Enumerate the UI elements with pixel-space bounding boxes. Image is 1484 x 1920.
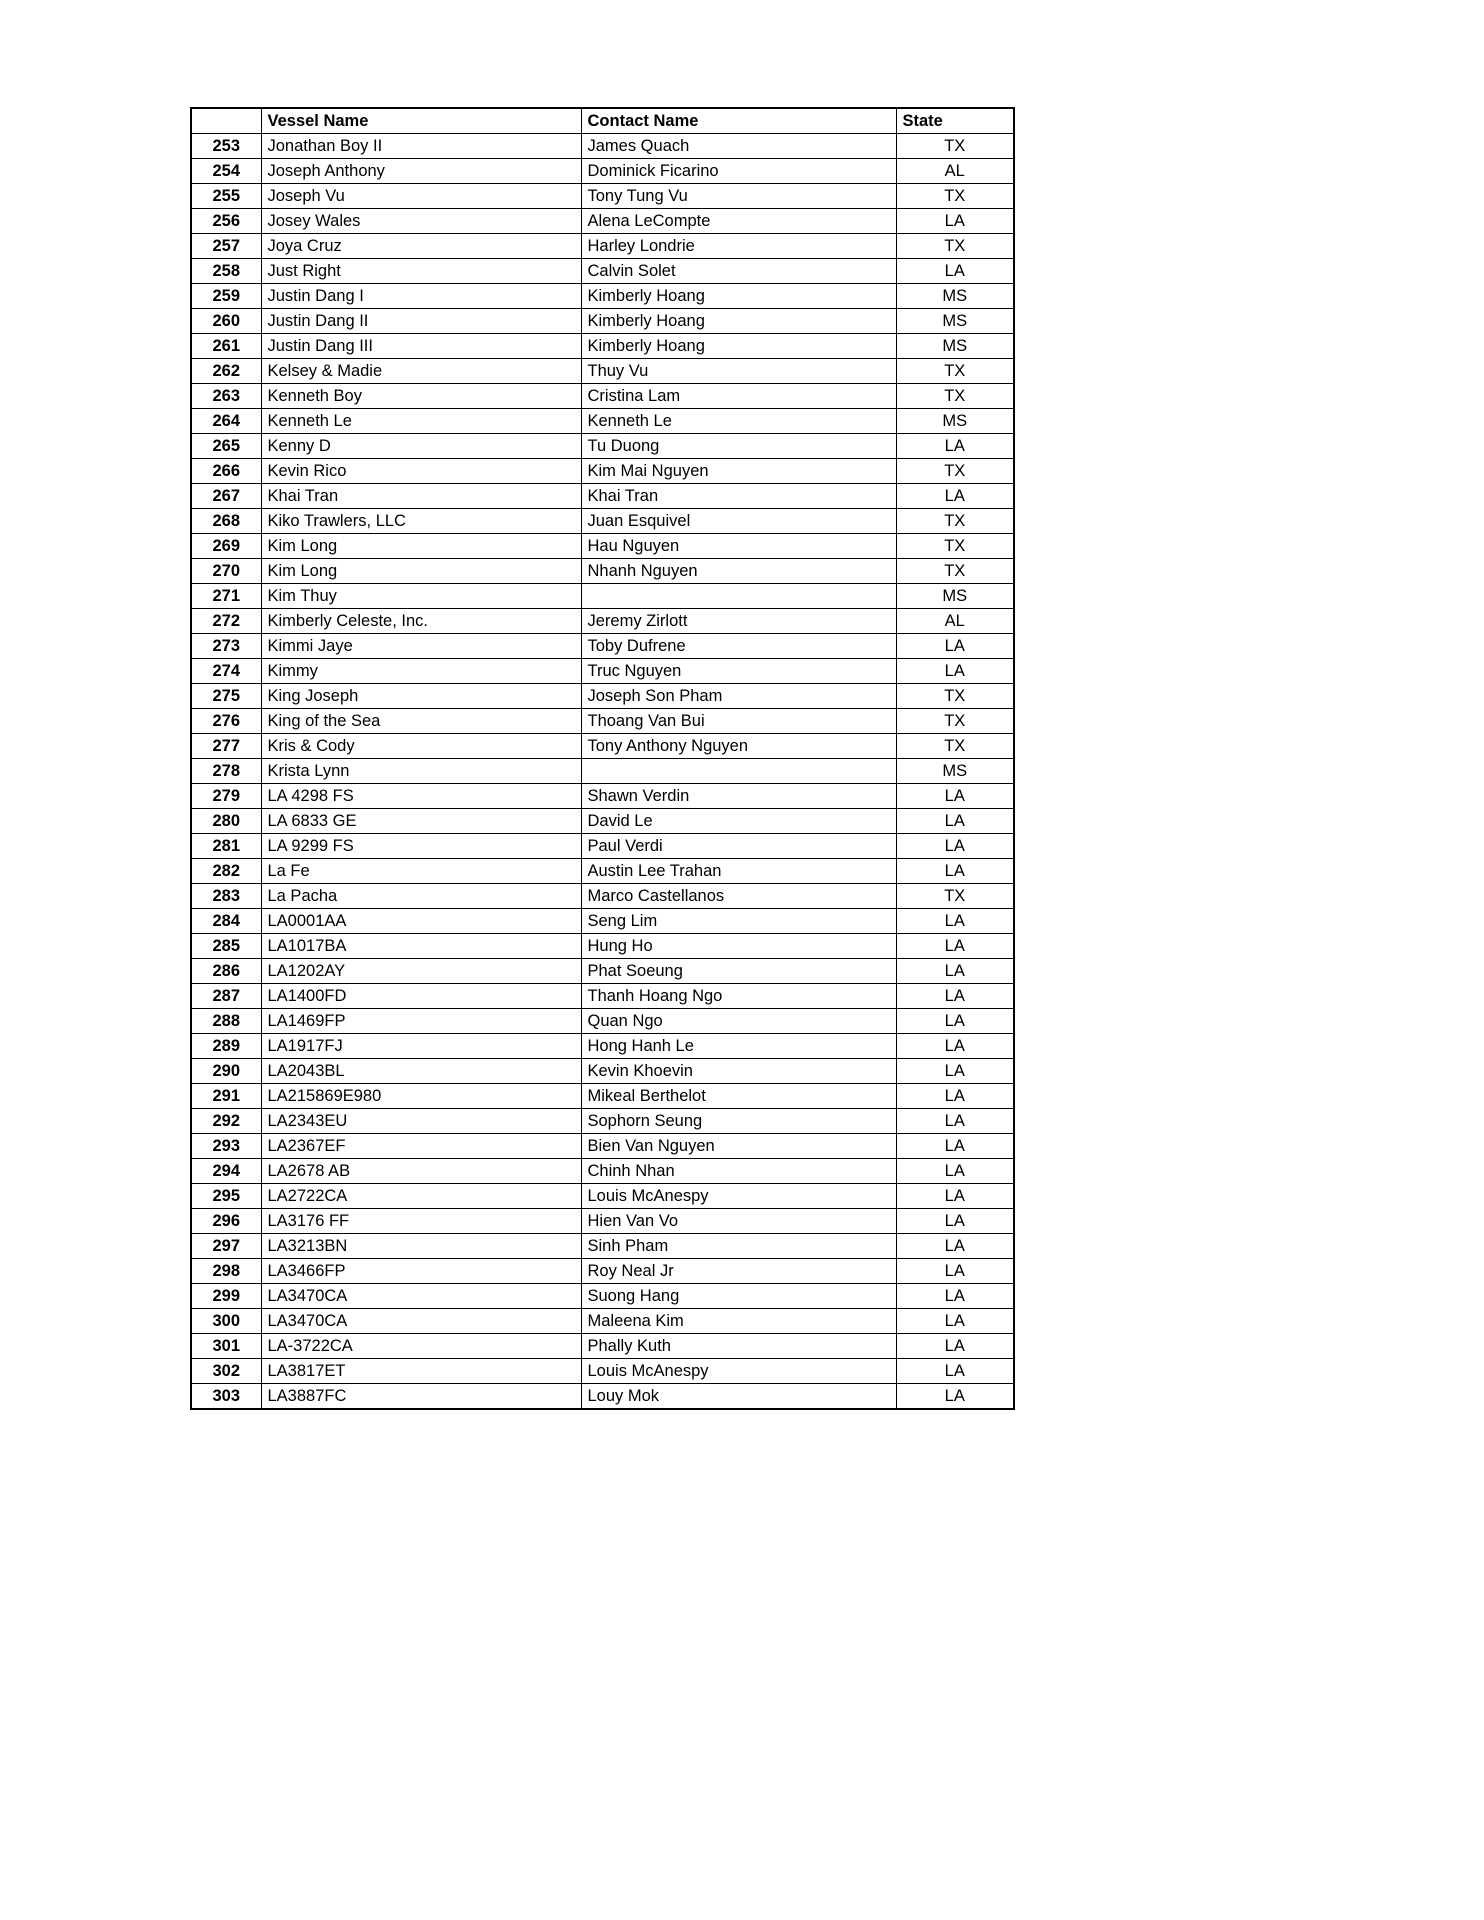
table-row [191,1059,1014,1084]
contact-name-cell [581,759,896,784]
vessel-name-cell: LA0001AA [261,909,581,934]
row-number-cell: 253 [191,134,261,159]
state-cell: LA [896,934,1014,959]
contact-name-cell: Quan Ngo [581,1009,896,1034]
vessel-name-cell: LA 4298 FS [261,784,581,809]
contact-name-cell: Thanh Hoang Ngo [581,984,896,1009]
vessel-name-cell: LA2043BL [261,1059,581,1084]
contact-name-cell: James Quach [581,134,896,159]
vessel-name-cell: LA1202AY [261,959,581,984]
state-cell: LA [896,1084,1014,1109]
vessel-contact-table [190,107,1015,1410]
contact-name-cell: Louis McAnespy [581,1359,896,1384]
table-row [191,209,1014,234]
table-row [191,784,1014,809]
vessel-name-cell: LA2678 AB [261,1159,581,1184]
table-row [191,734,1014,759]
table-row [191,359,1014,384]
contact-name-cell: Thoang Van Bui [581,709,896,734]
contact-name-cell: Seng Lim [581,909,896,934]
state-cell: TX [896,559,1014,584]
table-row [191,259,1014,284]
row-number-cell: 274 [191,659,261,684]
table-row [191,859,1014,884]
contact-name-cell: Truc Nguyen [581,659,896,684]
row-number-cell: 264 [191,409,261,434]
row-number-cell: 279 [191,784,261,809]
row-number-cell: 254 [191,159,261,184]
state-cell: LA [896,909,1014,934]
table-row [191,1309,1014,1334]
contact-name-cell: Marco Castellanos [581,884,896,909]
state-cell: LA [896,1034,1014,1059]
header-state: State [896,108,1014,134]
contact-name-cell: Kimberly Hoang [581,284,896,309]
row-number-cell: 296 [191,1209,261,1234]
table-header [191,108,1014,134]
vessel-name-cell: Joseph Anthony [261,159,581,184]
row-number-cell: 300 [191,1309,261,1334]
table-row [191,434,1014,459]
state-cell: LA [896,809,1014,834]
state-cell: AL [896,159,1014,184]
contact-name-cell: Kim Mai Nguyen [581,459,896,484]
state-cell: LA [896,1334,1014,1359]
vessel-name-cell: Kenny D [261,434,581,459]
state-cell: LA [896,1109,1014,1134]
vessel-name-cell: Kimberly Celeste, Inc. [261,609,581,634]
contact-name-cell: Phat Soeung [581,959,896,984]
row-number-cell: 284 [191,909,261,934]
header-row [191,108,1014,134]
state-cell: LA [896,784,1014,809]
table-row [191,659,1014,684]
state-cell: LA [896,859,1014,884]
state-cell: TX [896,184,1014,209]
contact-name-cell: Nhanh Nguyen [581,559,896,584]
row-number-cell: 263 [191,384,261,409]
state-cell: LA [896,959,1014,984]
vessel-name-cell: Kimmy [261,659,581,684]
contact-name-cell: Mikeal Berthelot [581,1084,896,1109]
contact-name-cell: Jeremy Zirlott [581,609,896,634]
contact-name-cell: Thuy Vu [581,359,896,384]
vessel-name-cell: LA1469FP [261,1009,581,1034]
contact-name-cell: Alena LeCompte [581,209,896,234]
row-number-cell: 294 [191,1159,261,1184]
row-number-cell: 303 [191,1384,261,1410]
row-number-cell: 289 [191,1034,261,1059]
table-row [191,1234,1014,1259]
row-number-cell: 291 [191,1084,261,1109]
vessel-name-cell: Kris & Cody [261,734,581,759]
row-number-cell: 297 [191,1234,261,1259]
table-row [191,1159,1014,1184]
state-cell: AL [896,609,1014,634]
table-row [191,759,1014,784]
vessel-name-cell: LA2722CA [261,1184,581,1209]
row-number-cell: 268 [191,509,261,534]
state-cell: TX [896,709,1014,734]
state-cell: LA [896,1059,1014,1084]
vessel-name-cell: LA3817ET [261,1359,581,1384]
state-cell: MS [896,584,1014,609]
contact-name-cell: Juan Esquivel [581,509,896,534]
state-cell: MS [896,759,1014,784]
row-number-cell: 285 [191,934,261,959]
vessel-name-cell: Justin Dang II [261,309,581,334]
table-row [191,984,1014,1009]
vessel-name-cell: LA1400FD [261,984,581,1009]
row-number-cell: 302 [191,1359,261,1384]
state-cell: LA [896,209,1014,234]
row-number-cell: 298 [191,1259,261,1284]
table-row [191,384,1014,409]
row-number-cell: 290 [191,1059,261,1084]
state-cell: LA [896,1359,1014,1384]
table-row [191,1334,1014,1359]
contact-name-cell [581,584,896,609]
table-row [191,1359,1014,1384]
contact-name-cell: Hau Nguyen [581,534,896,559]
contact-name-cell: Louis McAnespy [581,1184,896,1209]
table-row [191,534,1014,559]
header-vessel-name: Vessel Name [261,108,581,134]
row-number-cell: 255 [191,184,261,209]
contact-name-cell: Calvin Solet [581,259,896,284]
contact-name-cell: Chinh Nhan [581,1159,896,1184]
table-row [191,184,1014,209]
state-cell: LA [896,1209,1014,1234]
contact-name-cell: Kimberly Hoang [581,309,896,334]
contact-name-cell: Kevin Khoevin [581,1059,896,1084]
row-number-cell: 267 [191,484,261,509]
vessel-name-cell: Kelsey & Madie [261,359,581,384]
state-cell: LA [896,484,1014,509]
row-number-cell: 270 [191,559,261,584]
vessel-name-cell: LA2367EF [261,1134,581,1159]
row-number-cell: 265 [191,434,261,459]
vessel-name-cell: LA1017BA [261,934,581,959]
state-cell: LA [896,259,1014,284]
table-row [191,1384,1014,1410]
state-cell: LA [896,434,1014,459]
contact-name-cell: David Le [581,809,896,834]
row-number-cell: 288 [191,1009,261,1034]
vessel-name-cell: Justin Dang III [261,334,581,359]
table-row [191,684,1014,709]
contact-name-cell: Hien Van Vo [581,1209,896,1234]
contact-name-cell: Tu Duong [581,434,896,459]
table-row [191,609,1014,634]
row-number-cell: 269 [191,534,261,559]
state-cell: MS [896,409,1014,434]
contact-name-cell: Tony Tung Vu [581,184,896,209]
contact-name-cell: Joseph Son Pham [581,684,896,709]
table-row [191,934,1014,959]
state-cell: LA [896,659,1014,684]
contact-name-cell: Louy Mok [581,1384,896,1410]
state-cell: TX [896,884,1014,909]
row-number-cell: 257 [191,234,261,259]
contact-name-cell: Toby Dufrene [581,634,896,659]
state-cell: TX [896,509,1014,534]
vessel-name-cell: LA3466FP [261,1259,581,1284]
table-row [191,959,1014,984]
contact-name-cell: Bien Van Nguyen [581,1134,896,1159]
state-cell: TX [896,734,1014,759]
row-number-cell: 301 [191,1334,261,1359]
table-row [191,1259,1014,1284]
contact-name-cell: Roy Neal Jr [581,1259,896,1284]
vessel-table-body [191,134,1014,1410]
row-number-cell: 278 [191,759,261,784]
state-cell: TX [896,684,1014,709]
table-row [191,584,1014,609]
contact-name-cell: Sinh Pham [581,1234,896,1259]
header-contact-name: Contact Name [581,108,896,134]
vessel-name-cell: LA 6833 GE [261,809,581,834]
table-row [191,1084,1014,1109]
row-number-cell: 280 [191,809,261,834]
vessel-name-cell: LA1917FJ [261,1034,581,1059]
vessel-name-cell: LA3887FC [261,1384,581,1410]
contact-name-cell: Paul Verdi [581,834,896,859]
contact-name-cell: Suong Hang [581,1284,896,1309]
table-row [191,509,1014,534]
row-number-cell: 272 [191,609,261,634]
row-number-cell: 295 [191,1184,261,1209]
contact-name-cell: Shawn Verdin [581,784,896,809]
table-row [191,884,1014,909]
state-cell: LA [896,1009,1014,1034]
table-row [191,1284,1014,1309]
contact-name-cell: Sophorn Seung [581,1109,896,1134]
state-cell: LA [896,834,1014,859]
table-row [191,284,1014,309]
state-cell: TX [896,459,1014,484]
state-cell: LA [896,1384,1014,1410]
table-row [191,1134,1014,1159]
row-number-cell: 277 [191,734,261,759]
table-row [191,809,1014,834]
contact-name-cell: Hong Hanh Le [581,1034,896,1059]
contact-name-cell: Cristina Lam [581,384,896,409]
row-number-cell: 271 [191,584,261,609]
row-number-cell: 261 [191,334,261,359]
table-row [191,1109,1014,1134]
contact-name-cell: Harley Londrie [581,234,896,259]
vessel-name-cell: Kiko Trawlers, LLC [261,509,581,534]
row-number-cell: 258 [191,259,261,284]
table-row [191,459,1014,484]
state-cell: LA [896,634,1014,659]
vessel-name-cell: LA 9299 FS [261,834,581,859]
state-cell: TX [896,534,1014,559]
row-number-cell: 273 [191,634,261,659]
vessel-name-cell: LA3213BN [261,1234,581,1259]
vessel-name-cell: Krista Lynn [261,759,581,784]
vessel-name-cell: Joya Cruz [261,234,581,259]
row-number-cell: 260 [191,309,261,334]
contact-name-cell: Hung Ho [581,934,896,959]
vessel-name-cell: Kevin Rico [261,459,581,484]
row-number-cell: 286 [191,959,261,984]
vessel-name-cell: Jonathan Boy II [261,134,581,159]
row-number-cell: 299 [191,1284,261,1309]
contact-name-cell: Kimberly Hoang [581,334,896,359]
row-number-cell: 282 [191,859,261,884]
header-row-number [191,108,261,134]
state-cell: LA [896,1159,1014,1184]
row-number-cell: 259 [191,284,261,309]
table-row [191,909,1014,934]
contact-name-cell: Tony Anthony Nguyen [581,734,896,759]
vessel-name-cell: LA-3722CA [261,1334,581,1359]
vessel-name-cell: Justin Dang I [261,284,581,309]
state-cell: LA [896,1134,1014,1159]
table-row [191,1209,1014,1234]
row-number-cell: 293 [191,1134,261,1159]
state-cell: LA [896,1309,1014,1334]
table-row [191,1009,1014,1034]
vessel-name-cell: Just Right [261,259,581,284]
row-number-cell: 287 [191,984,261,1009]
vessel-name-cell: King Joseph [261,684,581,709]
row-number-cell: 266 [191,459,261,484]
row-number-cell: 256 [191,209,261,234]
row-number-cell: 283 [191,884,261,909]
vessel-name-cell: LA3176 FF [261,1209,581,1234]
table-row [191,234,1014,259]
table-row [191,559,1014,584]
contact-name-cell: Khai Tran [581,484,896,509]
state-cell: LA [896,1259,1014,1284]
table-row [191,834,1014,859]
vessel-name-cell: Khai Tran [261,484,581,509]
table-row [191,709,1014,734]
vessel-name-cell: La Fe [261,859,581,884]
table-row [191,134,1014,159]
vessel-name-cell: Kimmi Jaye [261,634,581,659]
contact-name-cell: Phally Kuth [581,1334,896,1359]
table-row [191,334,1014,359]
vessel-name-cell: Kim Long [261,534,581,559]
row-number-cell: 262 [191,359,261,384]
state-cell: LA [896,1234,1014,1259]
state-cell: TX [896,359,1014,384]
state-cell: LA [896,1184,1014,1209]
table-row [191,309,1014,334]
vessel-name-cell: Joseph Vu [261,184,581,209]
state-cell: TX [896,134,1014,159]
vessel-name-cell: Kim Thuy [261,584,581,609]
vessel-name-cell: Josey Wales [261,209,581,234]
state-cell: TX [896,384,1014,409]
row-number-cell: 281 [191,834,261,859]
vessel-name-cell: King of the Sea [261,709,581,734]
vessel-name-cell: LA2343EU [261,1109,581,1134]
contact-name-cell: Kenneth Le [581,409,896,434]
row-number-cell: 292 [191,1109,261,1134]
table-row [191,159,1014,184]
vessel-name-cell: LA3470CA [261,1309,581,1334]
contact-name-cell: Maleena Kim [581,1309,896,1334]
state-cell: TX [896,234,1014,259]
state-cell: MS [896,309,1014,334]
vessel-name-cell: LA3470CA [261,1284,581,1309]
contact-name-cell: Austin Lee Trahan [581,859,896,884]
row-number-cell: 276 [191,709,261,734]
vessel-name-cell: La Pacha [261,884,581,909]
table-row [191,634,1014,659]
vessel-name-cell: LA215869E980 [261,1084,581,1109]
row-number-cell: 275 [191,684,261,709]
state-cell: MS [896,284,1014,309]
table-row [191,409,1014,434]
contact-name-cell: Dominick Ficarino [581,159,896,184]
vessel-name-cell: Kenneth Le [261,409,581,434]
table-row [191,484,1014,509]
state-cell: MS [896,334,1014,359]
state-cell: LA [896,984,1014,1009]
table-row [191,1034,1014,1059]
vessel-name-cell: Kenneth Boy [261,384,581,409]
table-row [191,1184,1014,1209]
state-cell: LA [896,1284,1014,1309]
vessel-name-cell: Kim Long [261,559,581,584]
